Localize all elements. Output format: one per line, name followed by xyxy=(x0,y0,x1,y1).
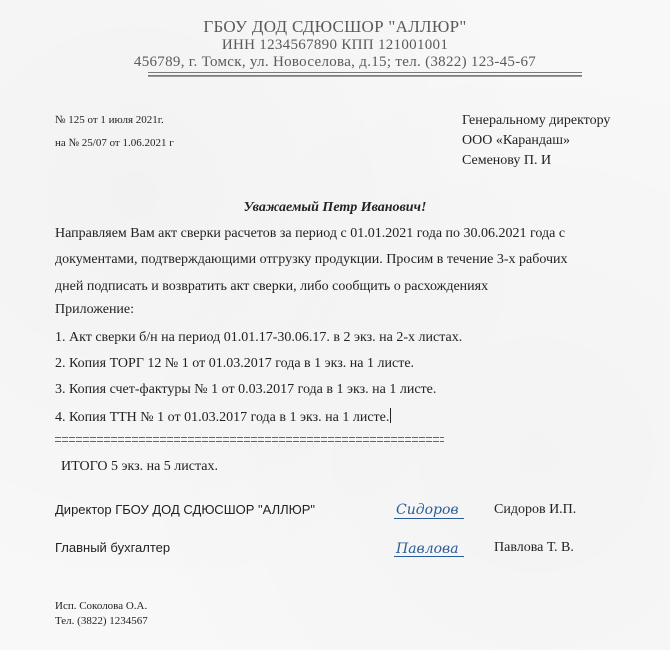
signature-underline xyxy=(394,518,464,519)
signature-name-director: Сидоров И.П. xyxy=(494,502,577,517)
body-line: документами, подтверждающими отгрузку продукции. Просим в течение 3-х рабочих xyxy=(55,252,568,267)
signature-name-accountant: Павлова Т. В. xyxy=(494,540,574,555)
executor-phone: Тел. (3822) 1234567 xyxy=(55,615,148,627)
attachment-item: 1. Акт сверки б/н на период 01.01.17-30.06.17. в 2 экз. на 2-х листах. xyxy=(55,330,463,345)
addressee-name: Семенову П. И xyxy=(462,153,552,168)
header-divider-secondary xyxy=(148,76,582,77)
double-divider-pattern xyxy=(55,437,444,442)
greeting: Уважаемый Петр Иванович! xyxy=(243,200,427,215)
total-summary: ИТОГО 5 экз. на 5 листах. xyxy=(61,459,219,474)
executor: Исп. Соколова О.А. xyxy=(55,600,148,612)
text-cursor xyxy=(390,408,391,423)
signature-role-accountant: Главный бухгалтер xyxy=(55,540,171,555)
signature-accountant-handwritten: Павлова xyxy=(396,541,459,557)
signature-director-handwritten: Сидоров xyxy=(396,502,459,518)
attachment-item-text[interactable]: 4. Копия ТТН № 1 от 01.03.2017 года в 1 экз. на 1 листе. xyxy=(55,410,390,425)
incoming-reference: на № 25/07 от 1.06.2021 г xyxy=(55,137,174,149)
outgoing-number: № 125 от 1 июля 2021г. xyxy=(55,114,164,126)
addressee-position: Генеральному директору xyxy=(462,113,611,128)
org-inn-kpp: ИНН 1234567890 КПП 121001001 xyxy=(221,37,449,53)
org-name: ГБОУ ДОД СДЮСШОР "АЛЛЮР" xyxy=(203,17,467,36)
signature-role-director: Директор ГБОУ ДОД СДЮСШОР "АЛЛЮР" xyxy=(55,502,316,517)
body-line: Направляем Вам акт сверки расчетов за период с 01.01.2021 года по 30.06.2021 года с xyxy=(55,226,566,241)
org-address: 456789, г. Томск, ул. Новоселова, д.15; тел. (3822) 123-45-67 xyxy=(133,54,537,70)
attachments-label: Приложение: xyxy=(55,302,135,317)
body-line: дней подписать и возвратить акт сверки, либо сообщить о расхождениях xyxy=(55,279,489,294)
signature-underline xyxy=(394,556,464,557)
addressee-company: ООО «Карандаш» xyxy=(462,133,571,148)
attachment-item: 3. Копия счет-фактуры № 1 от 0.03.2017 года в 1 экз. на 1 листе. xyxy=(55,382,437,397)
attachment-item: 2. Копия ТОРГ 12 № 1 от 01.03.2017 года в 1 экз. на 1 листе. xyxy=(55,356,415,371)
attachment-item-last[interactable] xyxy=(55,408,391,426)
